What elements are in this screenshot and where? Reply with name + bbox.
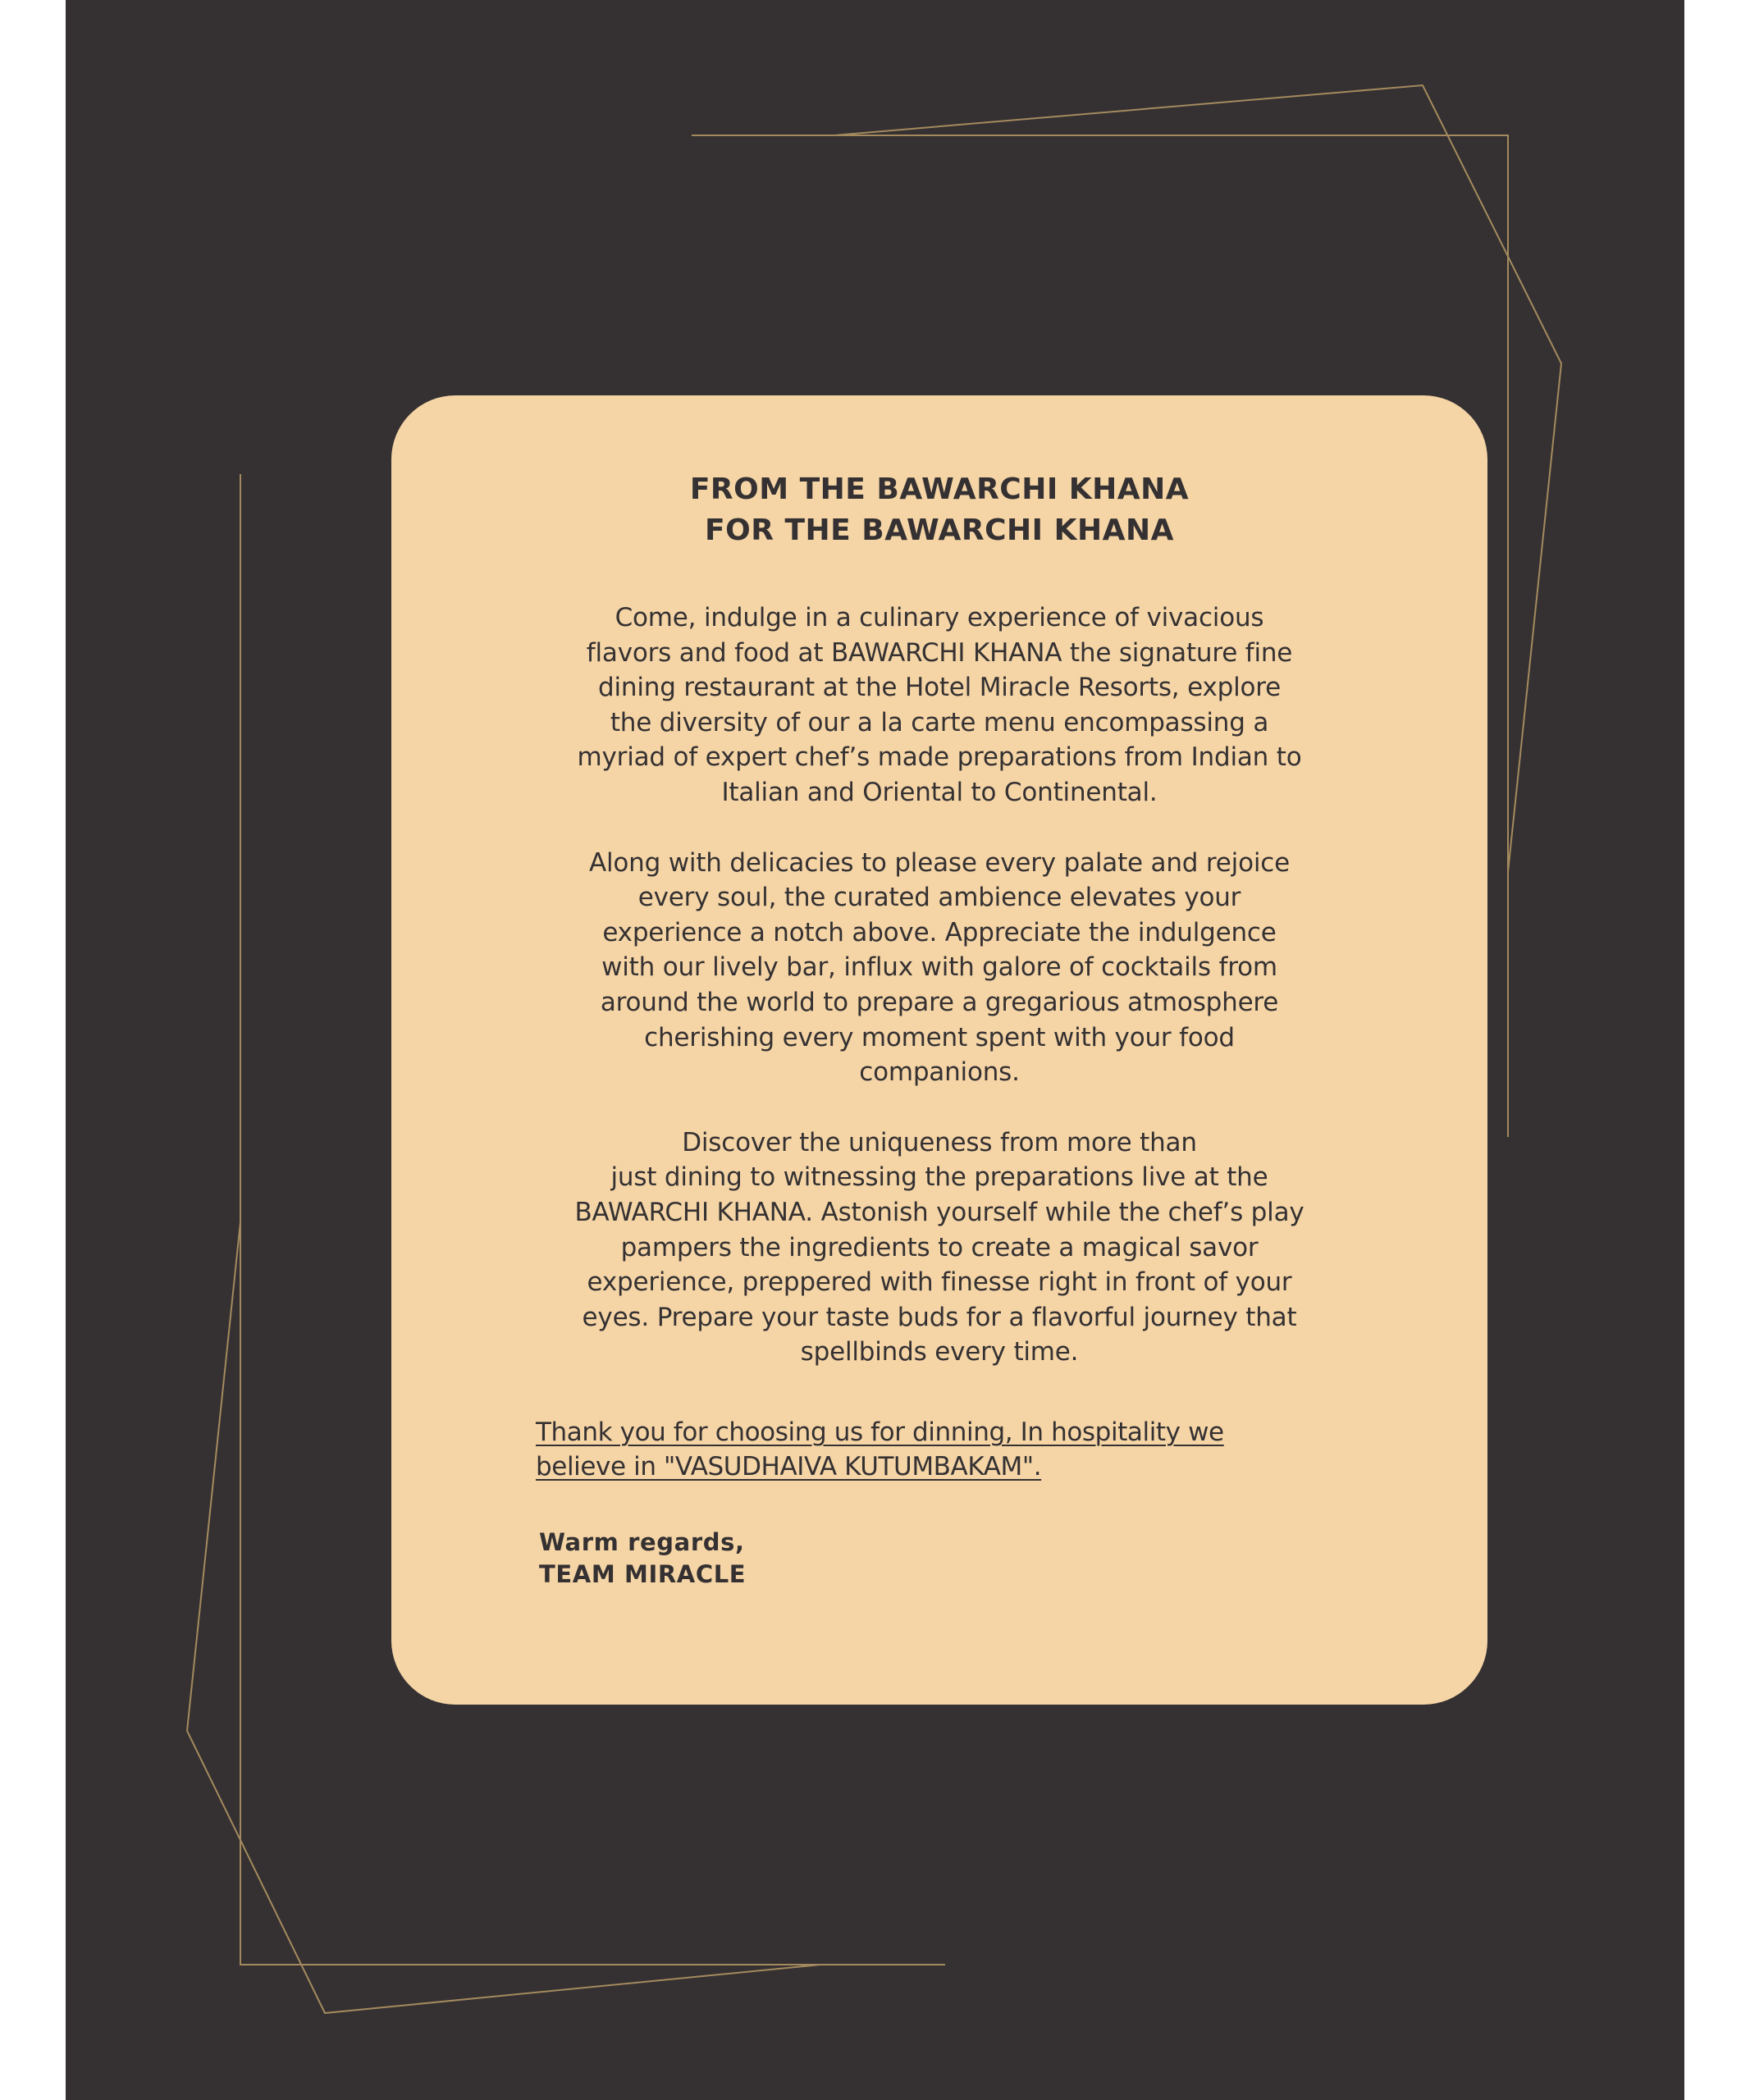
paragraph-line: around the world to prepare a gregarious atmosphere [600, 987, 1279, 1017]
paragraph-line: eyes. Prepare your taste buds for a flavorful journey that [582, 1302, 1297, 1332]
paragraph-line: experience, preppered with finesse right in front of your [587, 1267, 1292, 1298]
paragraph-line: dining restaurant at the Hotel Miracle Resorts, explore [598, 673, 1281, 703]
paragraph-line: flavors and food at BAWARCHI KHANA the signature fine [586, 637, 1293, 668]
paragraph-line: with our lively bar, influx with galore of cocktails from [601, 952, 1277, 983]
paragraph-line: BAWARCHI KHANA. Astonish yourself while the chef’s play [574, 1197, 1305, 1227]
signoff-greeting: Warm regards, [539, 1527, 745, 1556]
title-line-1: FROM THE BAWARCHI KHANA [689, 472, 1190, 506]
paragraph-line: cherishing every moment spent with your food [644, 1022, 1235, 1052]
menu-page [66, 0, 1684, 2100]
paragraph-line: every soul, the curated ambience elevates your [637, 883, 1241, 913]
thank-you-note [536, 1415, 1343, 1484]
ambience-paragraph [536, 846, 1343, 1090]
signoff [539, 1527, 1343, 1591]
paragraph-line: Italian and Oriental to Continental. [721, 777, 1158, 807]
thank-you-line-1: Thank you for choosing us for dinning, In hospitality we [536, 1417, 1224, 1447]
paragraph-line: pampers the ingredients to create a magical savor [620, 1232, 1259, 1262]
paragraph-line: Come, indulge in a culinary experience of vivacious [615, 603, 1264, 632]
paragraph-line: Along with delicacies to please every palate and rejoice [589, 847, 1290, 878]
paragraph-line: myriad of expert chef’s made preparations from Indian to [577, 742, 1302, 773]
paragraph-line: experience a notch above. Appreciate the indulgence [602, 917, 1277, 947]
discover-paragraph [536, 1125, 1343, 1370]
paragraph-line: just dining to witnessing the preparations live at the [610, 1162, 1268, 1193]
welcome-card [391, 395, 1487, 1705]
thank-you-line-2: believe in "VASUDHAIVA KUTUMBAKAM". [536, 1451, 1042, 1481]
paragraph-line: companions. [859, 1057, 1020, 1088]
title-line-2: FOR THE BAWARCHI KHANA [705, 514, 1174, 547]
intro-paragraph [536, 600, 1343, 810]
paragraph-line: the diversity of our a la carte menu encompassing a [610, 707, 1269, 737]
paragraph-line: spellbinds every time. [800, 1337, 1079, 1367]
paragraph-line: Discover the uniqueness from more than [682, 1127, 1197, 1157]
page-title [536, 469, 1343, 551]
signoff-team: TEAM MIRACLE [539, 1559, 747, 1588]
